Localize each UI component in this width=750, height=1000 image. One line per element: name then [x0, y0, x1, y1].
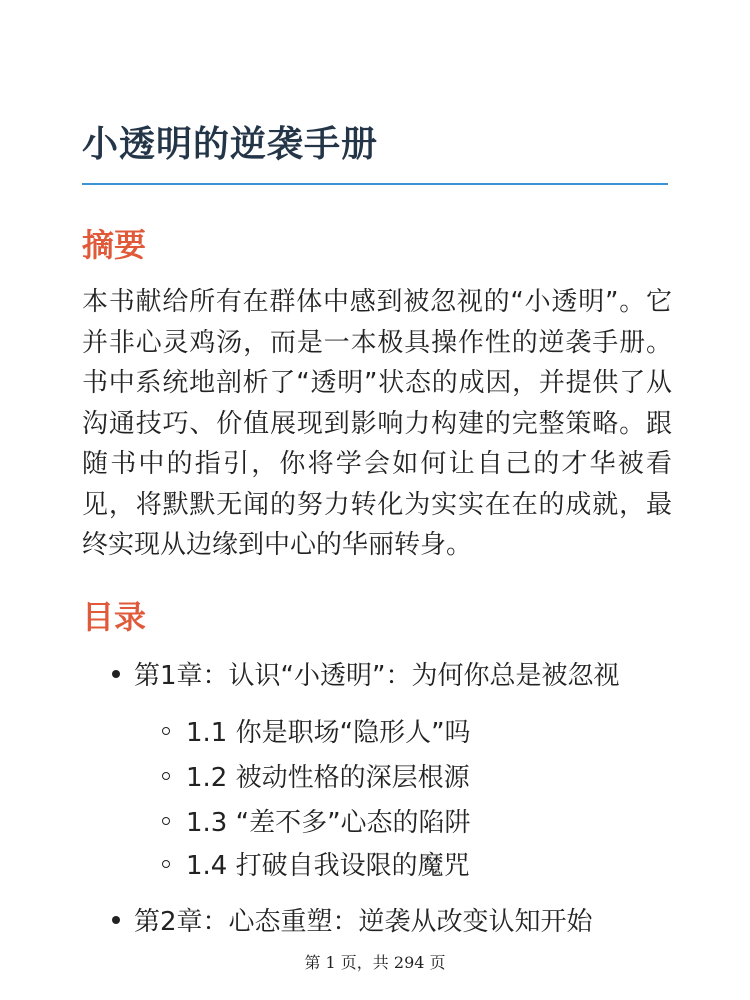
- bullet-circle-icon: [162, 817, 170, 825]
- document-title: 小透明的逆袭手册: [82, 124, 379, 165]
- bullet-disc-icon: [112, 916, 120, 924]
- bullet-circle-icon: [162, 860, 170, 868]
- title-divider: [82, 183, 668, 185]
- toc-section-label: 1.2 被动性格的深层根源: [186, 763, 470, 793]
- toc-section-label: 1.3 “差不多”心态的陷阱: [186, 808, 471, 838]
- toc-section-label: 1.1 你是职场“隐形人”吗: [186, 718, 471, 748]
- toc-heading: 目录: [82, 598, 147, 636]
- bullet-disc-icon: [112, 670, 120, 678]
- toc-section-1-2[interactable]: [162, 761, 470, 795]
- toc-section-label: 1.4 打破自我设限的魔咒: [186, 851, 470, 881]
- toc-section-1-1[interactable]: [162, 716, 471, 750]
- toc-section-1-3[interactable]: [162, 806, 471, 840]
- toc-section-1-4[interactable]: [162, 849, 470, 883]
- abstract-text: 本书献给所有在群体中感到被忽视的“小透明”。它并非心灵鸡汤，而是一本极具操作性的逆袭手册。书中系统地剖析了“透明”状态的成因，并提供了从沟通技巧、价值展现到影响力构建的完整策略。跟随书中的指引，你将学会如何让自己的才华被看见，将默默无闻的努力转化为实实在在的成就，最终实现从边缘到中心的华丽转身。: [82, 287, 672, 560]
- toc-chapter-label: 第1章：认识“小透明”：为何你总是被忽视: [134, 661, 620, 691]
- bullet-circle-icon: [162, 772, 170, 780]
- bullet-circle-icon: [162, 727, 170, 735]
- toc-chapter-label: 第2章：心态重塑：逆袭从改变认知开始: [134, 907, 593, 937]
- page-number: 第 1 页，共 294 页: [304, 953, 446, 972]
- toc-chapter-2[interactable]: [112, 905, 593, 939]
- abstract-heading: 摘要: [82, 226, 147, 264]
- toc-chapter-1[interactable]: [112, 659, 619, 693]
